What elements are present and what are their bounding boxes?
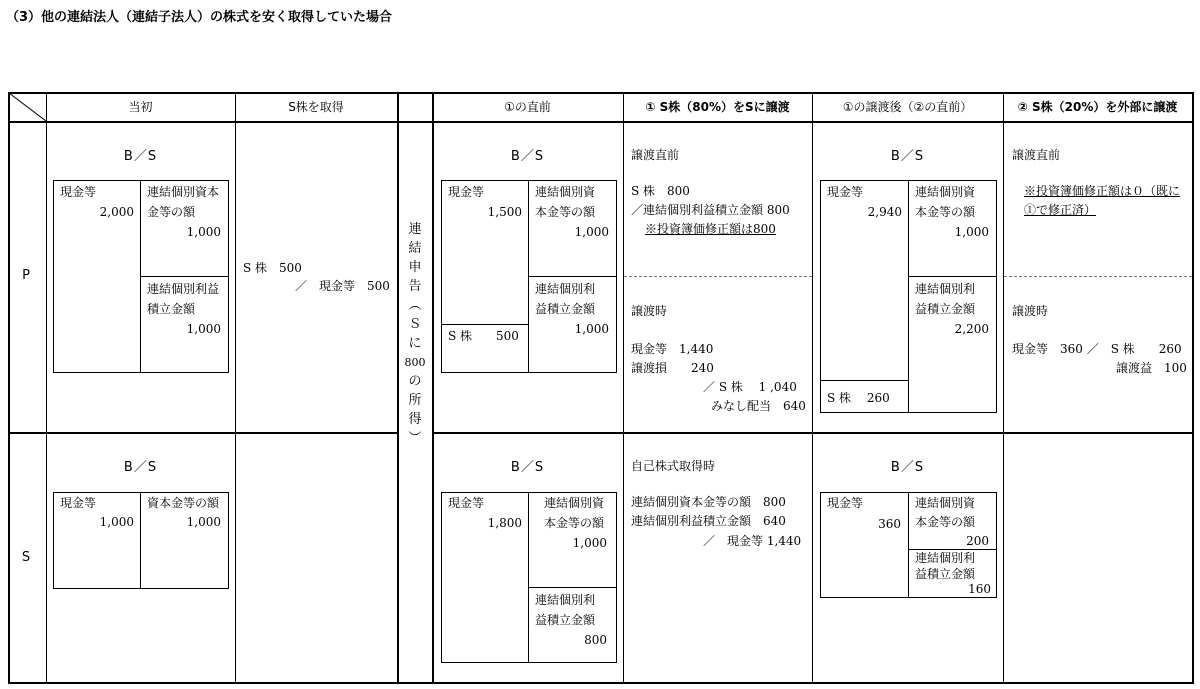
section-heading: 譲渡直前: [631, 148, 680, 162]
retained-label: 連結個別利: [915, 551, 976, 565]
header-after-transfer: ①の譲渡後（②の直前）: [842, 100, 973, 114]
row-label-p: P: [22, 268, 30, 283]
capital-label: 連結個別資: [544, 496, 605, 510]
journal-line: S 株 500: [243, 261, 302, 275]
capital-value: 1,000: [186, 225, 221, 239]
capital-value: 1,000: [954, 225, 989, 239]
bs-title: B／S: [890, 460, 925, 475]
cash-value: 1,000: [99, 515, 134, 529]
retained-label: 益積立金額: [915, 567, 976, 581]
capital-label: 本金等の額: [535, 205, 596, 219]
bs-title: B／S: [123, 149, 158, 164]
stock-label: S 株 500: [448, 329, 519, 343]
note: ※投資簿価修正額は０（既に: [1024, 184, 1181, 198]
retained-label: 連結個別利: [915, 282, 976, 296]
header-before-transfer: ①の直前: [504, 100, 551, 114]
cash-label: 現金等: [60, 185, 97, 199]
journal-line: ／連結個別利益積立金額 800: [631, 203, 790, 217]
cash-value: 1,800: [487, 516, 522, 530]
journal-line: 現金等 1,440: [631, 342, 714, 356]
capital-label: 連結個別資: [915, 185, 976, 199]
journal-line: 連結個別資本金等の額 800: [631, 495, 786, 509]
retained-label: 益積立金額: [535, 613, 596, 627]
retained-value: 160: [968, 582, 991, 596]
cash-label: 現金等: [827, 496, 864, 510]
cash-value: 2,000: [99, 205, 134, 219]
cash-label: 現金等: [448, 496, 485, 510]
capital-label: 本金等の額: [544, 516, 605, 530]
bs-title: B／S: [890, 149, 925, 164]
cash-label: 現金等: [448, 185, 485, 199]
page-title: （3）他の連結法人（連結子法人）の株式を安く取得していた場合: [6, 10, 393, 25]
vertical-char: ︵: [408, 298, 422, 313]
capital-value: 200: [966, 534, 989, 548]
section-heading: 譲渡時: [631, 304, 668, 318]
capital-label: 本金等の額: [915, 515, 976, 529]
retained-value: 2,200: [954, 322, 989, 336]
journal-line: ／ S 株 1 ,040: [703, 380, 797, 394]
vertical-char: 告: [408, 279, 422, 294]
retained-label: 連結個別利益: [147, 282, 220, 296]
vertical-char: 所: [408, 393, 422, 408]
cash-value: 360: [878, 517, 901, 531]
vertical-char: ︶: [408, 431, 422, 446]
capital-value: 1,000: [186, 515, 221, 529]
vertical-char: 申: [408, 260, 422, 275]
vertical-char: 結: [408, 241, 422, 256]
section-heading: 譲渡直前: [1012, 148, 1061, 162]
note: ①で修正済）: [1024, 203, 1097, 217]
vertical-char: の: [408, 374, 422, 389]
note: ※投資簿価修正額は800: [645, 222, 776, 236]
cash-value: 2,940: [867, 205, 902, 219]
vertical-char: Ｓ: [408, 317, 422, 332]
journal-line: 譲渡益 100: [1116, 361, 1187, 375]
vertical-char: 連: [408, 222, 422, 237]
bs-title: B／S: [510, 460, 545, 475]
capital-label: 金等の額: [147, 205, 196, 219]
cash-label: 現金等: [827, 185, 864, 199]
journal-line: 現金等 360 ／ S 株 260: [1012, 342, 1182, 356]
retained-value: 1,000: [574, 322, 609, 336]
capital-label: 連結個別資: [535, 185, 596, 199]
retained-label: 益積立金額: [915, 302, 976, 316]
retained-label: 連結個別利: [535, 282, 596, 296]
capital-label: 本金等の額: [915, 205, 976, 219]
retained-label: 益積立金額: [535, 302, 596, 316]
journal-line: みなし配当 640: [711, 399, 806, 413]
capital-label: 連結個別資本: [147, 185, 220, 199]
stock-label: S 株 260: [827, 391, 890, 405]
vertical-char: に: [408, 336, 422, 351]
vertical-char: 得: [408, 412, 422, 427]
capital-label: 資本金等の額: [147, 496, 220, 510]
cash-value: 1,500: [487, 205, 522, 219]
bs-title: B／S: [510, 149, 545, 164]
capital-value: 1,000: [572, 536, 607, 550]
retained-value: 1,000: [186, 322, 221, 336]
cash-label: 現金等: [60, 496, 97, 510]
journal-line: 連結個別利益積立金額 640: [631, 514, 786, 528]
retained-label: 積立金額: [147, 302, 196, 316]
diagonal-cell: [9, 93, 46, 121]
journal-line: ／ 現金等 1,440: [703, 534, 802, 548]
capital-value: 1,000: [574, 225, 609, 239]
retained-value: 800: [584, 633, 607, 647]
header-transfer-1: ① S株（80%）をSに譲渡: [645, 100, 790, 114]
bs-title: B／S: [123, 460, 158, 475]
header-initial: 当初: [128, 100, 153, 114]
retained-label: 連結個別利: [535, 593, 596, 607]
capital-label: 連結個別資: [915, 496, 976, 510]
journal-line: S 株 800: [631, 184, 690, 198]
vertical-note: [398, 220, 432, 448]
vertical-char: 800: [404, 356, 426, 369]
header-acquire: S株を取得: [288, 100, 344, 114]
header-transfer-2: ② S株（20%）を外部に譲渡: [1017, 100, 1178, 114]
section-heading: 自己株式取得時: [631, 459, 716, 473]
row-label-s: S: [21, 550, 31, 565]
section-heading: 譲渡時: [1012, 304, 1049, 318]
journal-line: ／ 現金等 500: [295, 279, 390, 293]
journal-line: 譲渡損 240: [631, 361, 714, 375]
